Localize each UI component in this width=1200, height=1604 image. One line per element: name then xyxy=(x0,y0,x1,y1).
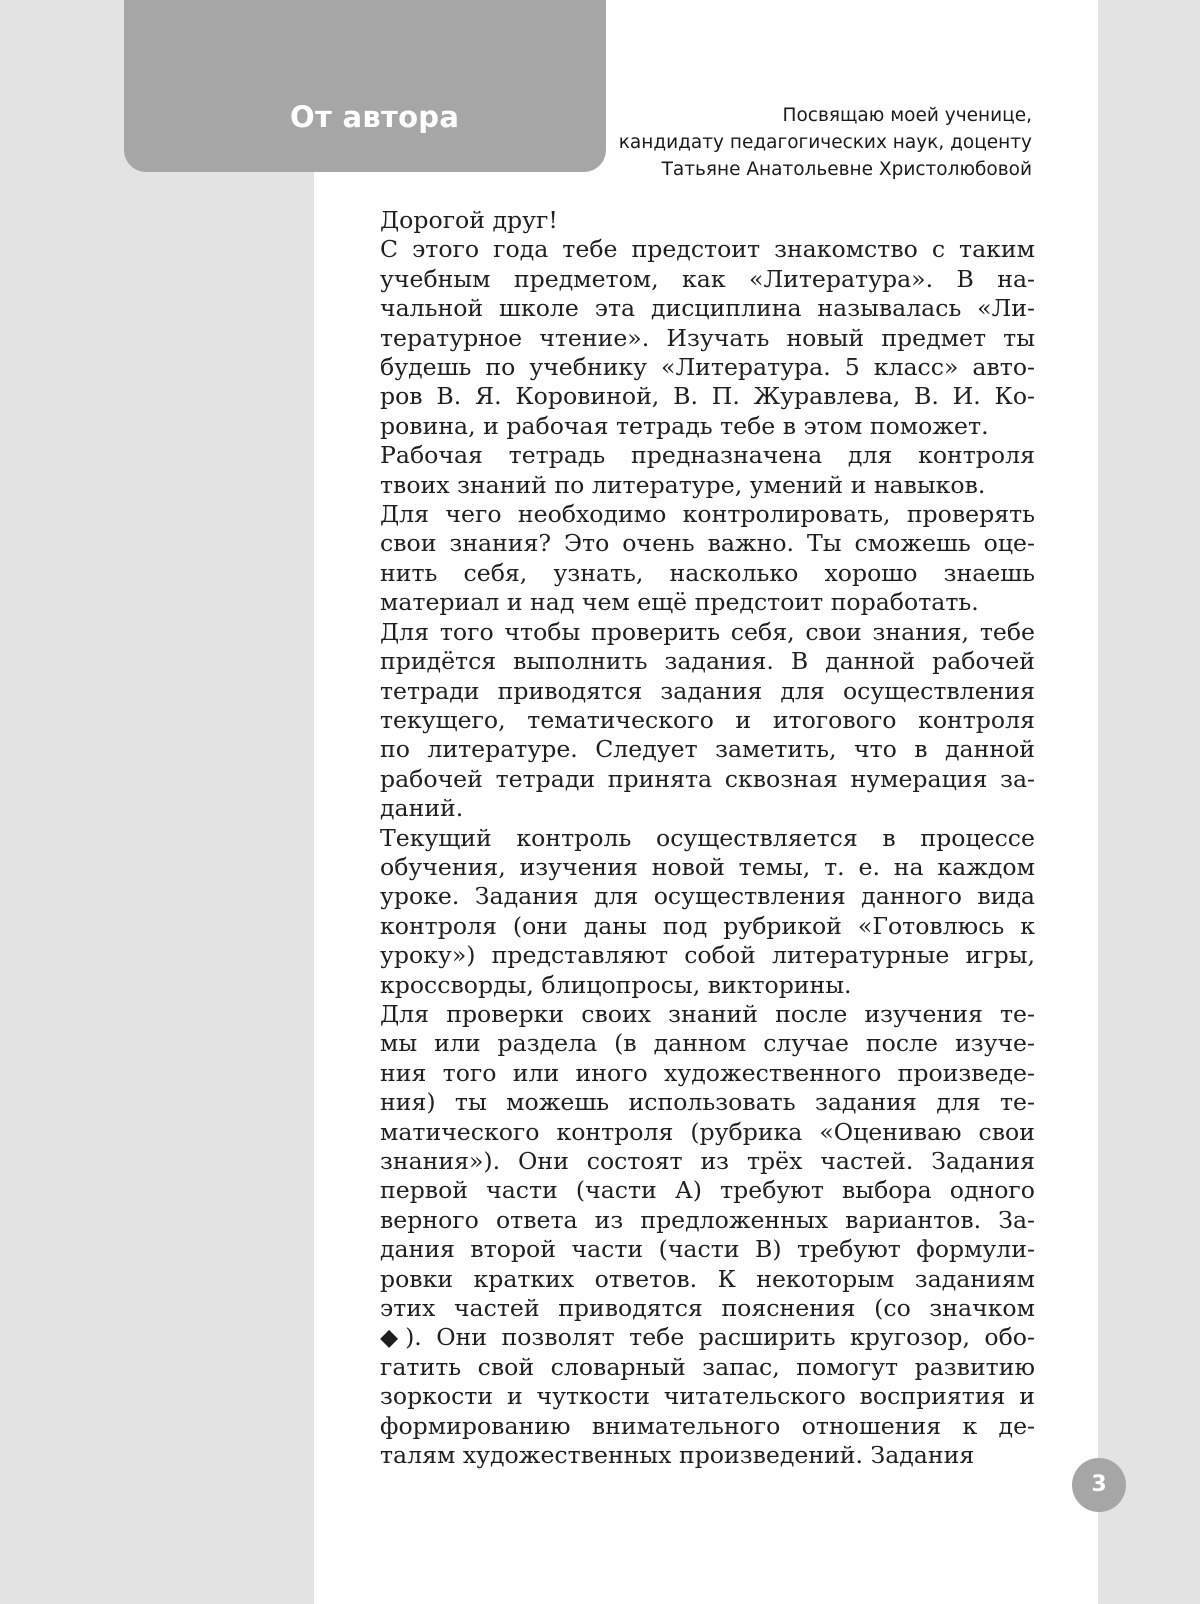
left-margin-band xyxy=(0,0,314,1604)
body-line: Текущий контроль осуществляется в процессе xyxy=(380,823,1035,852)
page-title: От автора xyxy=(290,100,460,134)
body-line: верного ответа из предложенных вариантов. За- xyxy=(380,1205,1035,1234)
body-line: Для проверки своих знаний после изучения те- xyxy=(380,999,1035,1028)
body-line: уроку») представляют собой литературные игры, xyxy=(380,941,1035,970)
body-line: талям художественных произведений. Задания xyxy=(380,1441,975,1470)
body-line: текущего, тематического и итогового контроля xyxy=(380,705,1035,734)
body-line: чальной школе эта дисциплина называлась «Ли- xyxy=(380,294,1035,323)
body-line: Дорогой друг! xyxy=(380,206,558,234)
right-margin-band xyxy=(1098,0,1200,1604)
body-line: тературное чтение». Изучать новый предмет ты xyxy=(380,323,1035,352)
body-line: материал и над чем ещё предстоит поработать. xyxy=(380,588,979,617)
body-line: обучения, изучения новой темы, т. е. на каждом xyxy=(380,852,1035,881)
body-text xyxy=(380,206,1035,1470)
body-line: по литературе. Следует заметить, что в данной xyxy=(380,735,1035,764)
body-line: ровки кратких ответов. К некоторым заданиям xyxy=(380,1264,1035,1293)
dedication-line: Татьяне Анатольевне Христолюбовой xyxy=(661,159,1032,180)
body-line: уроке. Задания для осуществления данного вида xyxy=(380,882,1035,911)
body-line: ния того или иного художественного произведе- xyxy=(380,1058,1035,1087)
body-line: ровина, и рабочая тетрадь тебе в этом поможет. xyxy=(380,411,989,440)
body-line: свои знания? Это очень важно. Ты сможешь оце- xyxy=(380,529,1035,558)
body-line: формированию внимательного отношения к де- xyxy=(380,1411,1035,1440)
page-number: 3 xyxy=(1072,1458,1126,1512)
body-line: даний. xyxy=(380,794,464,823)
body-line: Рабочая тетрадь предназначена для контроля xyxy=(380,441,1035,470)
body-line: тетради приводятся задания для осуществления xyxy=(380,676,1035,705)
body-line: дания второй части (части В) требуют формули- xyxy=(380,1235,1035,1264)
body-line: гатить свой словарный запас, помогут развитию xyxy=(380,1352,1035,1381)
body-line: матического контроля (рубрика «Оцениваю свои xyxy=(380,1117,1035,1146)
body-line: первой части (части А) требуют выбора одного xyxy=(380,1176,1035,1205)
dedication-line: кандидату педагогических наук, доценту xyxy=(618,132,1032,153)
body-line: зоркости и чуткости читательского восприятия и xyxy=(380,1382,1035,1411)
body-line: контроля (они даны под рубрикой «Готовлюсь к xyxy=(380,911,1035,940)
body-line: нить себя, узнать, насколько хорошо знаешь xyxy=(380,558,1035,587)
header-tab xyxy=(124,0,606,172)
dedication xyxy=(572,102,1032,183)
body-line: ния) ты можешь использовать задания для те- xyxy=(380,1088,1035,1117)
body-line: Для чего необходимо контролировать, проверять xyxy=(380,500,1035,529)
body-line: твоих знаний по литературе, умений и навыков. xyxy=(380,470,986,499)
body-line: будешь по учебнику «Литература. 5 класс» авто- xyxy=(380,353,1035,382)
body-line: придётся выполнить задания. В данной рабочей xyxy=(380,647,1035,676)
body-line: знания»). Они состоят из трёх частей. Задания xyxy=(380,1147,1035,1175)
body-line: С этого года тебе предстоит знакомство с таким xyxy=(380,235,1035,264)
body-line: рабочей тетради принята сквозная нумерация за- xyxy=(380,764,1035,793)
body-line: ров В. Я. Коровиной, В. П. Журавлева, В. И. Ко- xyxy=(380,382,1035,411)
body-line: ◆). Они позволят тебе расширить кругозор, обо- xyxy=(380,1323,1035,1352)
body-line: этих частей приводятся пояснения (со значком xyxy=(380,1294,1035,1323)
body-line: кроссворды, блицопросы, викторины. xyxy=(380,970,852,999)
body-line: мы или раздела (в данном случае после изуче- xyxy=(380,1029,1035,1058)
body-line: Для того чтобы проверить себя, свои знания, тебе xyxy=(380,617,1035,646)
body-line: учебным предметом, как «Литература». В на- xyxy=(380,264,1035,293)
dedication-line: Посвящаю моей ученице, xyxy=(782,105,1032,126)
